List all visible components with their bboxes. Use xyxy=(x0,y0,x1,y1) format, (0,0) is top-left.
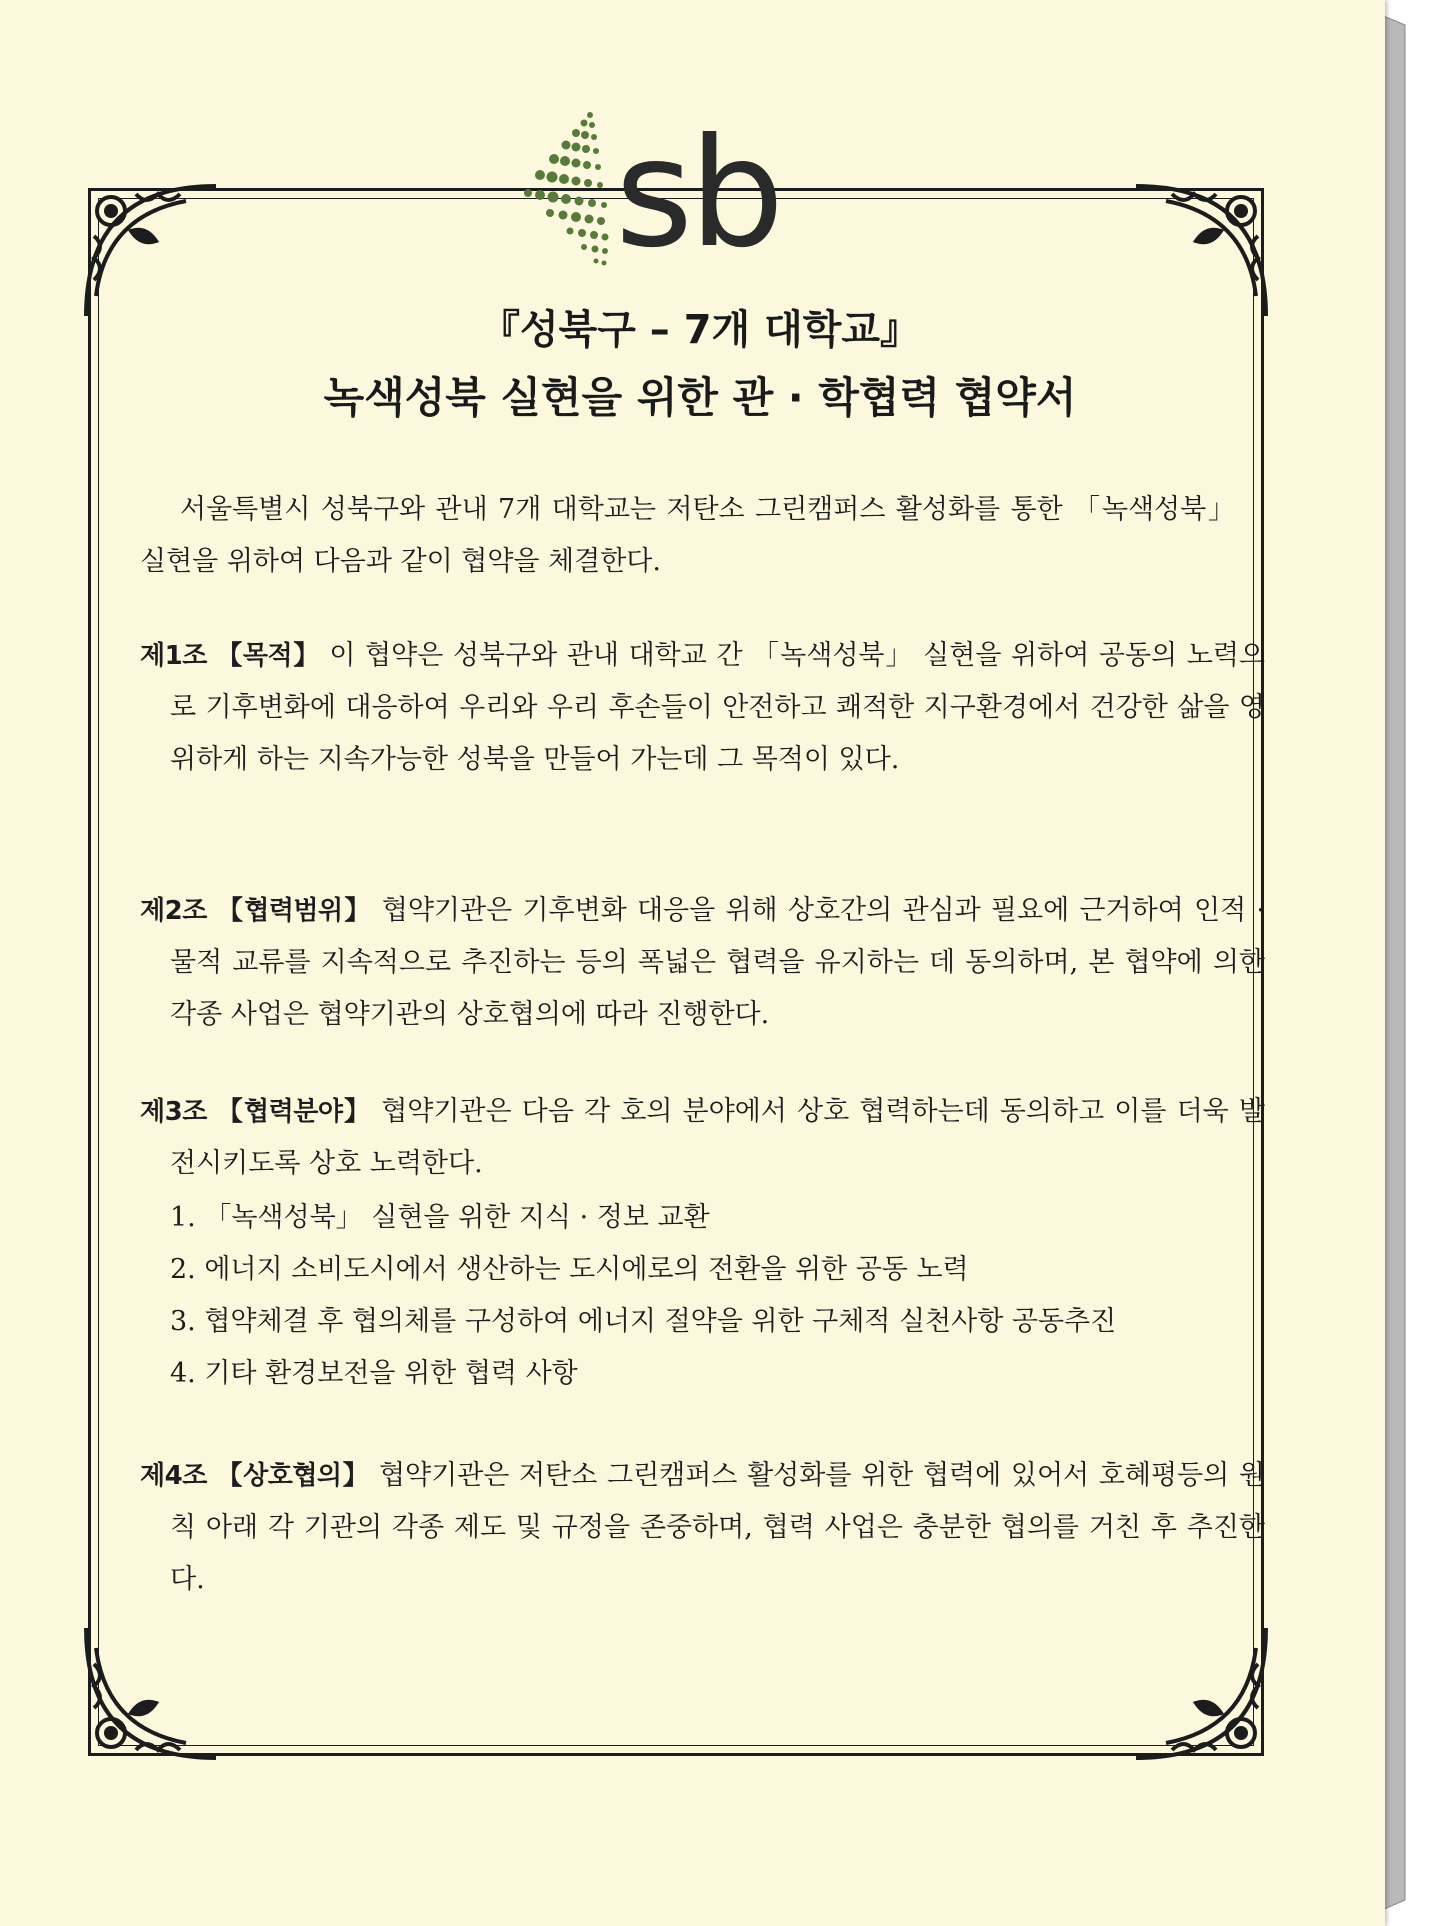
dotted-wave-logo-icon xyxy=(524,112,609,266)
intro-paragraph: 서울특별시 성북구와 관내 7개 대학교는 저탄소 그린캠퍼스 활성화를 통한 「녹색성북」 실현을 위하여 다음과 같이 협약을 체결한다. xyxy=(140,494,1235,577)
article-4-text: 협약기관은 저탄소 그린캠퍼스 활성화를 위한 협력에 있어서 호혜평등의 원칙 아래 각 기관의 각종 제도 및 규정을 존중하며, 협력 사업은 충분한 협의를 거친 후 추진한다. xyxy=(170,1460,1265,1595)
sb-logo xyxy=(510,105,850,275)
article-3-item-3: 3. 협약체결 후 협의체를 구성하여 에너지 절약을 위한 구체적 실천사항 공동추진 xyxy=(170,1306,1117,1337)
article-2-text: 협약기관은 기후변화 대응을 위해 상호간의 관심과 필요에 근거하여 인적 · 물적 교류를 지속적으로 추진하는 등의 폭넓은 협력을 유지하는 데 동의하며, 본 협약에 의한 각종 사업은 협약기관의 상호협의에 따라 진행한다. xyxy=(170,895,1265,1030)
article-3-heading: 제3조 【협력분야】 xyxy=(140,1097,372,1127)
article-1-text: 이 협약은 성북구와 관내 대학교 간 「녹색성북」 실현을 위하여 공동의 노력으로 기후변화에 대응하여 우리와 우리 후손들이 안전하고 쾌적한 지구환경에서 건강한 삶을 영위하게 하는 지속가능한 성북을 만들어 가는데 그 목적이 있다. xyxy=(170,640,1265,775)
article-4-heading: 제4조 【상호협의】 xyxy=(140,1461,370,1491)
document-title-line-1: 『성북구 – 7개 대학교』 xyxy=(479,307,921,353)
article-3-item-1: 1. 「녹색성북」 실현을 위한 지식 · 정보 교환 xyxy=(170,1202,710,1233)
article-3-item-4: 4. 기타 환경보전을 위한 협력 사항 xyxy=(170,1358,578,1389)
article-3-text: 협약기관은 다음 각 호의 분야에서 상호 협력하는데 동의하고 이를 더욱 발전시키도록 상호 노력한다. xyxy=(170,1096,1265,1179)
ornament-corner-bottom-right xyxy=(1126,1618,1276,1768)
ornament-corner-bottom-left xyxy=(76,1618,226,1768)
article-2-heading: 제2조 【협력범위】 xyxy=(140,896,372,926)
article-3 xyxy=(140,1086,1265,1190)
article-1 xyxy=(140,630,1265,786)
article-1-heading: 제1조 【목적】 xyxy=(140,641,320,671)
article-4 xyxy=(140,1450,1265,1606)
article-2 xyxy=(140,885,1265,1041)
document-title-line-2: 녹색성북 실현을 위한 관 · 학협력 협약서 xyxy=(323,373,1077,422)
article-3-item-2: 2. 에너지 소비도시에서 생산하는 도시에로의 전환을 위한 공동 노력 xyxy=(170,1254,969,1285)
logo-text: sb xyxy=(615,107,781,275)
